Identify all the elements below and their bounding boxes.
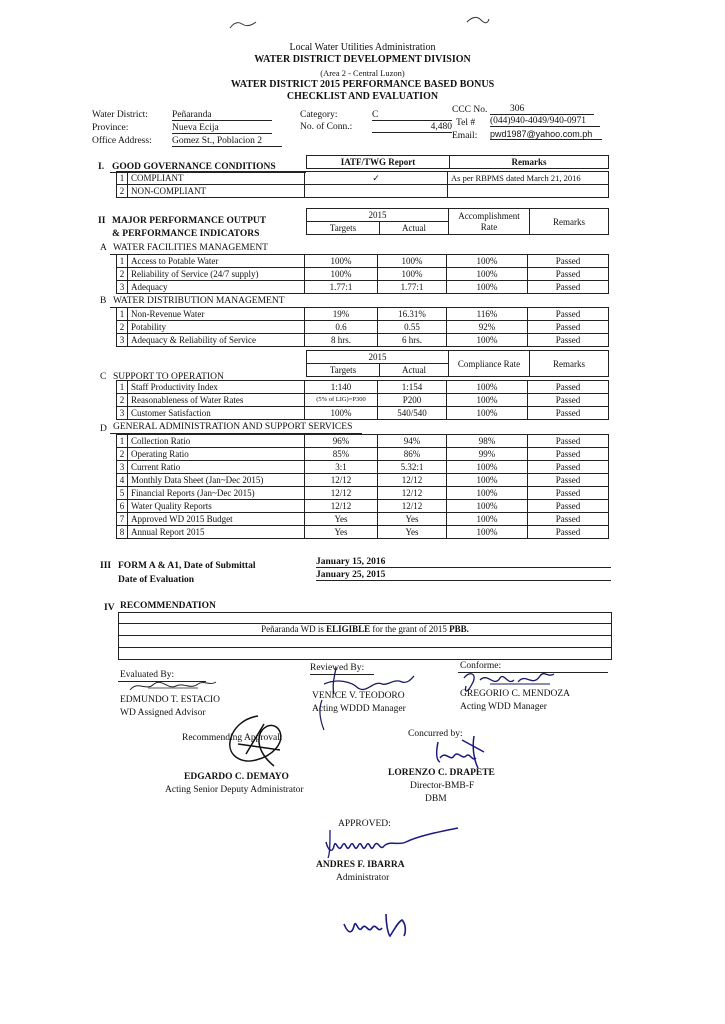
recommending-title: Acting Senior Deputy Administrator [165, 785, 304, 795]
remarks-value: Passed [528, 461, 609, 474]
group-a-title: WATER FACILITIES MANAGEMENT [113, 243, 268, 253]
evaluated-by-title: WD Assigned Advisor [120, 708, 206, 718]
rate-value: 100% [447, 461, 528, 474]
table-row [117, 281, 609, 294]
approved-label: APPROVED: [338, 819, 391, 829]
indicator-label: Collection Ratio [128, 435, 305, 448]
approved-name: ANDRES F. IBARRA [316, 860, 405, 870]
reviewed-by-title: Acting WDDD Manager [312, 704, 406, 714]
reviewed-by-label: Reviewed By: [310, 663, 365, 673]
ibarra-signature-icon [318, 820, 468, 860]
rate-value: 100% [447, 381, 528, 394]
rate-value: 116% [447, 308, 528, 321]
targets-header-2: Targets [307, 364, 380, 377]
tel-value: (044)940-4049/940-0971 [490, 116, 600, 127]
recommendation-box [118, 612, 612, 660]
target-value: 100% [305, 407, 378, 420]
remarks-value: Passed [528, 513, 609, 526]
evaluation-label: Date of Evaluation [118, 575, 194, 585]
year-header-2: 2015 [307, 351, 449, 364]
row-number: 2 [117, 448, 128, 461]
rate-value: 100% [447, 513, 528, 526]
connections-label: No. of Conn.: [300, 122, 353, 132]
group-b-title: WATER DISTRIBUTION MANAGEMENT [113, 296, 285, 306]
governance-remarks-header: Remarks [450, 156, 609, 169]
indicator-label: Non-Revenue Water [128, 308, 305, 321]
actual-value: 0.55 [378, 321, 447, 334]
compliance-rate-header: Compliance Rate [449, 351, 530, 377]
estacio-signature-icon [128, 676, 218, 696]
actual-value: 94% [378, 435, 447, 448]
remarks-value: Passed [528, 487, 609, 500]
table-row [117, 172, 609, 185]
rate-value: 100% [447, 255, 528, 268]
governance-table [116, 171, 609, 198]
area-label: (Area 2 - Central Luzon) [320, 68, 405, 78]
actual-value: 16.31% [378, 308, 447, 321]
remarks-value: Passed [528, 448, 609, 461]
table-row [117, 448, 609, 461]
table-row [117, 474, 609, 487]
remarks-value: Passed [528, 435, 609, 448]
province-label: Province: [92, 123, 129, 133]
actual-value: P200 [378, 394, 447, 407]
category-label: Category: [300, 110, 338, 120]
group-c-title: SUPPORT TO OPERATION [113, 372, 224, 382]
rate-value: 100% [447, 268, 528, 281]
submittal-label: FORM A & A1, Date of Submittal [118, 561, 256, 571]
compliant-label: COMPLIANT [128, 172, 305, 185]
group-a-table [116, 254, 609, 294]
office-address-label: Office Address: [92, 136, 152, 146]
row-number: 2 [117, 394, 128, 407]
section-1-number: I. [98, 162, 105, 172]
group-c-table [116, 380, 609, 420]
indicator-label: Annual Report 2015 [128, 526, 305, 539]
email-value: pwd1987@yahoo.com.ph [490, 129, 602, 140]
table-row [117, 185, 609, 198]
concurred-name: LORENZO C. DRAPETE [388, 768, 495, 778]
remarks-value: Passed [528, 321, 609, 334]
iatf-report-header: IATF/TWG Report [307, 156, 450, 169]
accomplishment-rate-header: Accomplishment Rate [449, 209, 530, 235]
drapete-signature-icon [432, 732, 492, 772]
table-row [117, 321, 609, 334]
eligible-text: ELIGIBLE [326, 624, 371, 634]
remarks-value: Passed [528, 407, 609, 420]
table-row [117, 381, 609, 394]
table-row [117, 526, 609, 539]
row-number: 2 [117, 321, 128, 334]
governance-header [306, 155, 609, 169]
remarks-value: Passed [528, 526, 609, 539]
target-value: 1:140 [305, 381, 378, 394]
year-header: 2015 [307, 209, 449, 222]
rate-value: 92% [447, 321, 528, 334]
group-a-letter: A [100, 243, 107, 253]
table-row [117, 308, 609, 321]
remarks-value: Passed [528, 268, 609, 281]
row-number: 1 [117, 308, 128, 321]
demayo-signature-icon [224, 714, 294, 776]
actual-header: Actual [380, 222, 449, 235]
actual-value: 1.77:1 [378, 281, 447, 294]
division-name: WATER DISTRICT DEVELOPMENT DIVISION [254, 54, 471, 65]
target-value: (5% of LIG)=P300 [305, 394, 378, 407]
ccc-label: CCC No. [452, 105, 488, 115]
target-value: 85% [305, 448, 378, 461]
row-number: 2 [117, 185, 128, 198]
evaluation-date: January 25, 2015 [316, 570, 611, 581]
indicator-label: Adequacy [128, 281, 305, 294]
remarks-header: Remarks [530, 209, 609, 235]
province-value: Nueva Ecija [172, 123, 272, 134]
compliant-check-icon: ✓ [305, 172, 448, 185]
non-compliant-report [305, 185, 448, 198]
table-row [117, 268, 609, 281]
evaluated-by-label: Evaluated By: [120, 670, 175, 680]
indicator-label: Reliability of Service (24/7 supply) [128, 268, 305, 281]
actual-value: 6 hrs. [378, 334, 447, 347]
remarks-value: Passed [528, 394, 609, 407]
rate-value: 99% [447, 448, 528, 461]
evaluated-by-name: EDMUNDO T. ESTACIO [120, 695, 220, 705]
group-d-title: GENERAL ADMINISTRATION AND SUPPORT SERVICES [113, 422, 353, 432]
non-compliant-label: NON-COMPLIANT [128, 185, 305, 198]
row-number: 8 [117, 526, 128, 539]
remarks-value: Passed [528, 334, 609, 347]
top-left-mark-icon [228, 18, 258, 32]
office-address-value: Gomez St., Poblacion 2 [172, 136, 282, 147]
row-number: 4 [117, 474, 128, 487]
table-row [117, 435, 609, 448]
target-value: 12/12 [305, 474, 378, 487]
rate-value: 100% [447, 526, 528, 539]
actual-header-2: Actual [380, 364, 449, 377]
row-number: 3 [117, 407, 128, 420]
actual-value: 540/540 [378, 407, 447, 420]
remarks-value: Passed [528, 255, 609, 268]
table-row [117, 487, 609, 500]
actual-value: Yes [378, 526, 447, 539]
row-number: 7 [117, 513, 128, 526]
doc-subtitle: CHECKLIST AND EVALUATION [286, 91, 439, 102]
conforme-name: GREGORIO C. MENDOZA [460, 689, 571, 699]
indicator-label: Access to Potable Water [128, 255, 305, 268]
target-value: 100% [305, 255, 378, 268]
actual-value: 100% [378, 268, 447, 281]
remarks-value: Passed [528, 474, 609, 487]
compliant-remarks: As per RBPMS dated March 21, 2016 [448, 172, 609, 185]
row-number: 1 [117, 435, 128, 448]
table-row [117, 500, 609, 513]
table-row [117, 513, 609, 526]
indicator-label: Operating Ratio [128, 448, 305, 461]
performance-header-1 [306, 208, 609, 235]
actual-value: 12/12 [378, 500, 447, 513]
remarks-header-2: Remarks [530, 351, 609, 377]
recommendation-text-1: Peñaranda WD is [261, 624, 327, 634]
indicator-label: Potability [128, 321, 305, 334]
ccc-value: 306 [490, 104, 594, 115]
rate-value: 100% [447, 407, 528, 420]
section-3-number: III [100, 561, 112, 571]
pbb-text: PBB. [449, 624, 469, 634]
table-row [117, 461, 609, 474]
row-number: 1 [117, 255, 128, 268]
category-value: C [372, 110, 452, 121]
rate-value: 98% [447, 435, 528, 448]
actual-value: 12/12 [378, 487, 447, 500]
rate-value: 100% [447, 487, 528, 500]
recommendation-text-2: for the grant of 2015 [370, 624, 450, 634]
remarks-value: Passed [528, 281, 609, 294]
concurred-org: DBM [425, 794, 447, 804]
remarks-value: Passed [528, 500, 609, 513]
indicator-label: Reasonableness of Water Rates [128, 394, 305, 407]
actual-value: 100% [378, 255, 447, 268]
section-2-number: II [98, 216, 106, 226]
email-label: Email: [452, 131, 478, 141]
target-value: Yes [305, 513, 378, 526]
group-c-letter: C [100, 372, 107, 382]
remarks-value: Passed [528, 308, 609, 321]
reviewed-by-name: VENICE V. TEODORO [312, 691, 405, 701]
recommendation-text [119, 624, 611, 635]
group-d-letter: D [100, 424, 107, 434]
concurred-by-label: Concurred by: [408, 729, 463, 739]
rate-value: 100% [447, 334, 528, 347]
indicator-label: Financial Reports (Jan~Dec 2015) [128, 487, 305, 500]
group-b-letter: B [100, 296, 107, 306]
table-row [117, 394, 609, 407]
rate-value: 100% [447, 281, 528, 294]
indicator-label: Staff Productivity Index [128, 381, 305, 394]
target-value: 12/12 [305, 500, 378, 513]
indicator-label: Water Quality Reports [128, 500, 305, 513]
row-number: 5 [117, 487, 128, 500]
row-number: 1 [117, 172, 128, 185]
section-4-title: RECOMMENDATION [120, 601, 216, 611]
approved-title: Administrator [336, 873, 390, 883]
indicator-label: Customer Satisfaction [128, 407, 305, 420]
target-value: 100% [305, 268, 378, 281]
doc-title: WATER DISTRICT 2015 PERFORMANCE BASED BONUS [230, 79, 495, 90]
indicator-label: Adequacy & Reliability of Service [128, 334, 305, 347]
target-value: 19% [305, 308, 378, 321]
indicator-label: Current Ratio [128, 461, 305, 474]
recommending-name: EDGARDO C. DEMAYO [184, 772, 289, 782]
table-row [117, 407, 609, 420]
top-right-mark-icon [465, 14, 491, 26]
section-4-number: IV [104, 603, 115, 613]
connections-value: 4,480 [372, 122, 452, 133]
row-number: 6 [117, 500, 128, 513]
indicator-label: Monthly Data Sheet (Jan~Dec 2015) [128, 474, 305, 487]
actual-value: Yes [378, 513, 447, 526]
actual-value: 5.32:1 [378, 461, 447, 474]
target-value: 8 hrs. [305, 334, 378, 347]
section-2-title: MAJOR PERFORMANCE OUTPUT [112, 216, 267, 226]
concurred-title: Director-BMB-F [410, 781, 475, 791]
target-value: 12/12 [305, 487, 378, 500]
recommending-approval-label: Recommending Approval: [182, 733, 283, 743]
row-number: 3 [117, 461, 128, 474]
row-number: 1 [117, 381, 128, 394]
target-value: 96% [305, 435, 378, 448]
water-district-label: Water District: [92, 110, 148, 120]
submittal-date: January 15, 2016 [316, 557, 611, 568]
remarks-value: Passed [528, 381, 609, 394]
actual-value: 12/12 [378, 474, 447, 487]
group-b-table [116, 307, 609, 347]
indicator-label: Approved WD 2015 Budget [128, 513, 305, 526]
row-number: 3 [117, 281, 128, 294]
table-row [117, 334, 609, 347]
table-row [117, 255, 609, 268]
performance-header-2 [306, 350, 609, 377]
target-value: Yes [305, 526, 378, 539]
row-number: 3 [117, 334, 128, 347]
conforme-title: Acting WDD Manager [460, 702, 547, 712]
target-value: 0.6 [305, 321, 378, 334]
section-1-title: GOOD GOVERNANCE CONDITIONS [112, 162, 276, 172]
water-district-value: Peñaranda [172, 110, 272, 121]
target-value: 1.77:1 [305, 281, 378, 294]
non-compliant-remarks [448, 185, 609, 198]
agency-name: Local Water Utilities Administration [289, 42, 436, 53]
rate-value: 100% [447, 500, 528, 513]
bottom-initials-icon [340, 910, 410, 940]
conforme-label: Conforme: [460, 661, 502, 671]
rate-value: 100% [447, 474, 528, 487]
section-2-subtitle: & PERFORMANCE INDICATORS [112, 229, 260, 239]
targets-header: Targets [307, 222, 380, 235]
tel-label: Tel # [456, 118, 476, 128]
actual-value: 86% [378, 448, 447, 461]
actual-value: 1:154 [378, 381, 447, 394]
group-d-table [116, 434, 609, 539]
rate-value: 100% [447, 394, 528, 407]
target-value: 3:1 [305, 461, 378, 474]
row-number: 2 [117, 268, 128, 281]
